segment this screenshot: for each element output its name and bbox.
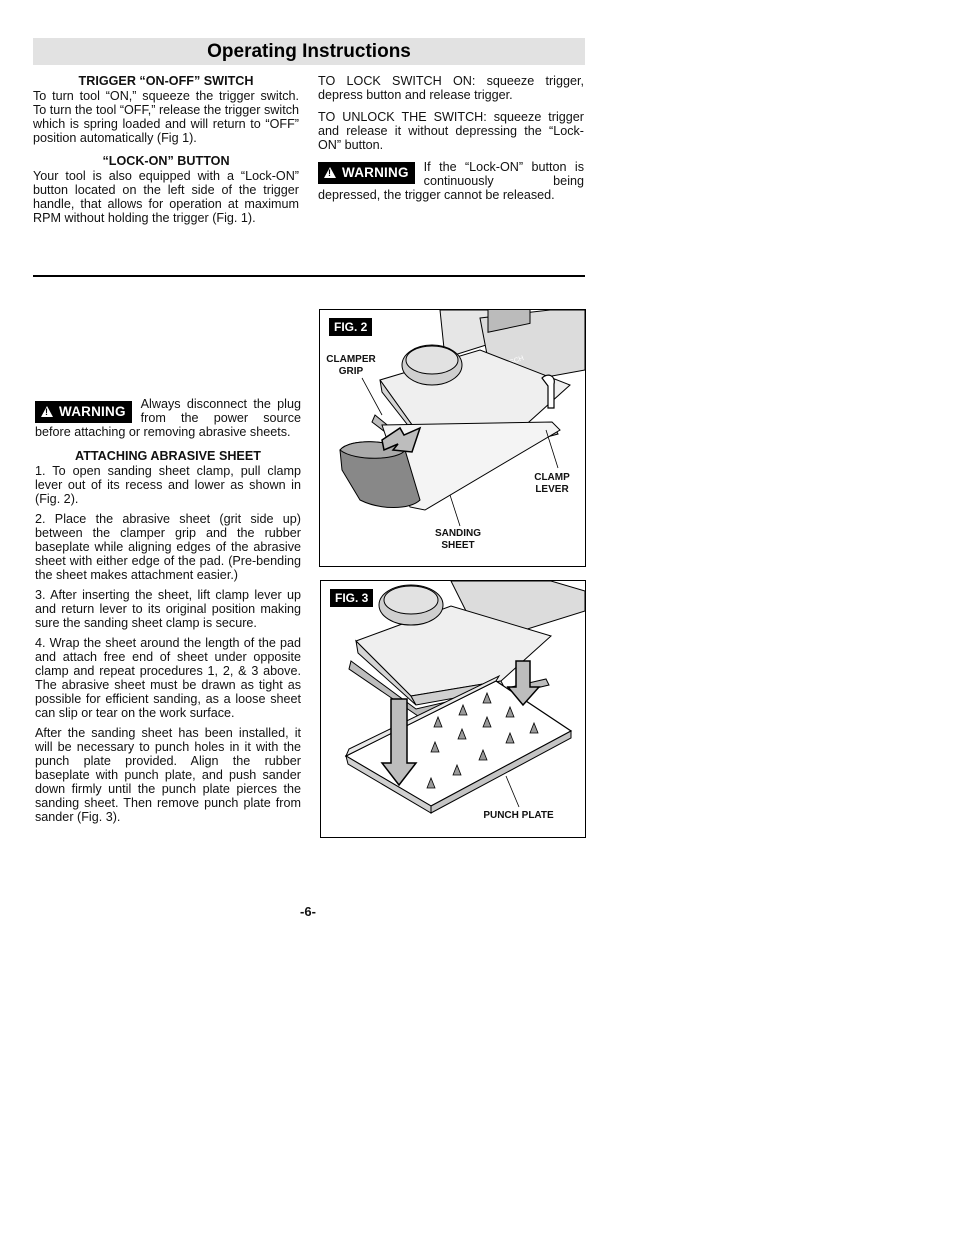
lock-on-text: Your tool is also equipped with a “Lock-ON” button located on the left side of the trigger handle, that allows for operation at maximum RPM without holding the trigger (Fig. 1). [33,169,299,225]
fig-2-label: FIG. 2 [329,318,372,336]
punch-holes-text: After the sanding sheet has been installed, it will be necessary to punch holes in it with the punch plate provided. Align the rubber baseplate with punch plate, and push sander down firmly until the punch plate pierces the sanding sheet. Then remove punch plate from sander (Fig. 3). [35,726,301,824]
section-header [33,38,585,65]
disconnect-warning [35,397,301,439]
clamper-grip-label: CLAMPER GRIP [326,354,376,377]
lock-switch-text: TO LOCK SWITCH ON: squeeze trigger, depress button and release trigger. [318,74,584,102]
punch-plate-illustration [321,581,585,837]
clamp-lever-label: CLAMP LEVER [534,472,570,495]
lock-on-warning-text: If the “Lock-ON” button is continuously being depressed, the trigger cannot be released. [318,160,584,202]
figure-2 [319,309,586,567]
unlock-switch-text: TO UNLOCK THE SWITCH: squeeze trigger and release it without depressing the “Lock-ON” button. [318,110,584,152]
step-4-text: 4. Wrap the sheet around the length of the pad and attach free end of sheet under opposite clamp and repeat procedures 1, 2, & 3 above. The abrasive sheet must be drawn as tight as possible for efficient sanding, as a loose sheet can slip or tear on the work surface. [35,636,301,720]
attaching-sheet-heading: ATTACHING ABRASIVE SHEET [75,449,261,463]
sanding-sheet-label: SANDING SHEET [434,528,482,551]
lock-on-warning [318,160,584,202]
left-bottom-column [35,397,301,830]
trigger-switch-text: To turn tool “ON,” squeeze the trigger switch. To turn the tool “OFF,” release the trigger switch which is spring loaded and will return to “OFF” position automatically (Fig 1). [33,89,299,145]
warning-triangle-icon [324,167,336,178]
step-1-text: 1. To open sanding sheet clamp, pull clamp lever out of its recess and lower as shown in (Fig. 2). [35,464,301,506]
right-top-column [318,74,584,202]
page-number: -6- [300,904,316,919]
warning-triangle-icon [41,406,53,417]
section-divider [33,275,585,277]
disconnect-warning-text: Always disconnect the plug from the power source before attaching or removing abrasive sheets. [35,397,301,439]
step-3-text: 3. After inserting the sheet, lift clamp lever up and return lever to its original position making sure the sanding sheet clamp is secure. [35,588,301,630]
fig-3-label: FIG. 3 [330,589,373,607]
warning-badge: !WARNING [318,162,415,184]
figure-3 [320,580,586,838]
punch-plate-label: PUNCH PLATE [483,810,554,821]
page-title: Operating Instructions [207,41,411,62]
left-top-column [33,74,299,231]
lock-on-heading: “LOCK-ON” BUTTON [102,154,230,168]
warning-badge: !WARNING [35,401,132,423]
trigger-switch-heading: TRIGGER “ON-OFF” SWITCH [78,74,254,88]
step-2-text: 2. Place the abrasive sheet (grit side up) between the clamper grip and the rubber baseplate while aligning edges of the abrasive sheet with either edge of the pad. (Pre-bending the sheet makes attachment easier.) [35,512,301,582]
